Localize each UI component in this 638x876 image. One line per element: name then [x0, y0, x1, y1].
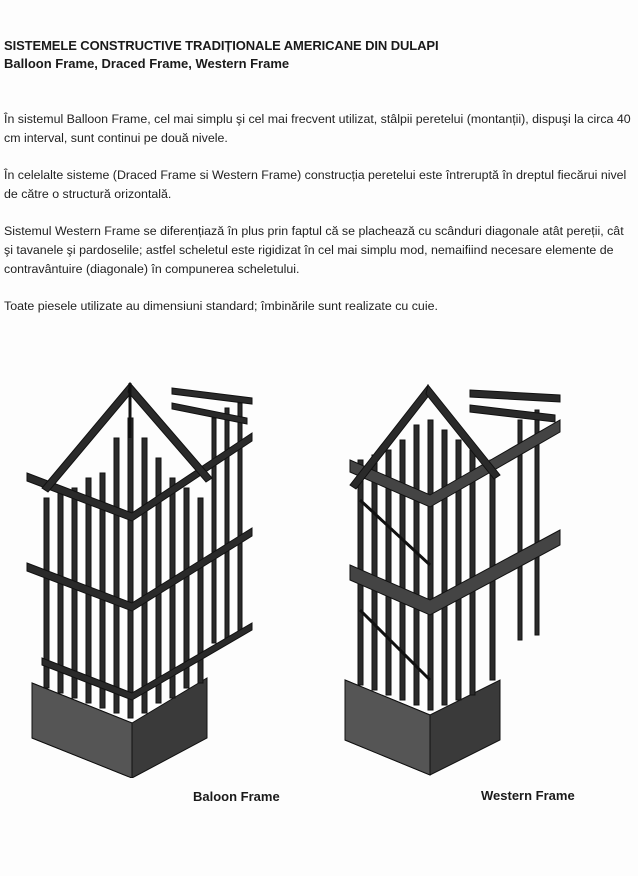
- figure-caption-baloon-frame: Baloon Frame: [193, 789, 280, 804]
- paragraph-standard-pieces: Toate piesele utilizate au dimensiuni standard; îmbinările sunt realizate cu cuie.: [4, 299, 438, 313]
- document-subtitle: Balloon Frame, Draced Frame, Western Frame: [4, 56, 290, 71]
- paragraph-balloon-frame: În sistemul Balloon Frame, cel mai simplu şi cel mai frecvent utilizat, stâlpii peretelui (montanții), dispuşi la circa 40 cm interval, sunt continui pe două nivele.: [4, 112, 631, 145]
- balloon-frame-illustration: [22, 378, 262, 778]
- paragraph-western-frame: Sistemul Western Frame se diferențiază în plus prin faptul că se plachează cu scânduri diagonale atât pereții, cât şi tavanele şi pardoselile; astfel scheletul este rigidizat în cel mai simplu mod, nemaifiind necesare elemente de contravântuire (diagonale) în compunerea scheletului.: [4, 224, 624, 276]
- document-title: SISTEMELE CONSTRUCTIVE TRADIȚIONALE AMERICANE DIN DULAPI: [4, 38, 439, 53]
- western-frame-illustration: [340, 380, 580, 780]
- figure-caption-western-frame: Western Frame: [481, 788, 575, 803]
- paragraph-other-systems: În celelalte sisteme (Draced Frame si Western Frame) construcția peretelui este întreruptă în dreptul fiecărui nivel de către o structură orizontală.: [4, 168, 627, 201]
